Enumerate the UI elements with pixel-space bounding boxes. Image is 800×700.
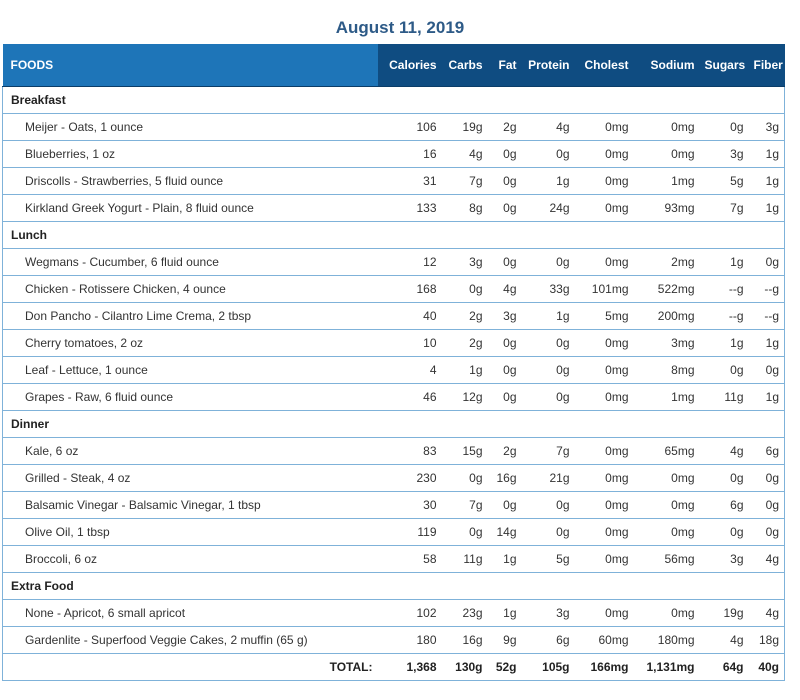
food-sodium: 180mg [634,627,700,654]
food-name: Meijer - Oats, 1 ounce [3,114,378,141]
food-name: Blueberries, 1 oz [3,141,378,168]
food-calories: 31 [378,168,442,195]
table-row [3,114,785,141]
food-sodium: 56mg [634,546,700,573]
food-cholest: 0mg [575,438,634,465]
food-carbs: 12g [442,384,488,411]
meal-row [3,87,785,114]
food-cholest: 0mg [575,600,634,627]
food-fat: 0g [488,195,522,222]
food-calories: 10 [378,330,442,357]
food-fiber: 18g [749,627,785,654]
food-calories: 12 [378,249,442,276]
header-foods: FOODS [3,44,378,87]
food-calories: 102 [378,600,442,627]
total-row [3,654,785,681]
food-calories: 30 [378,492,442,519]
food-fat: 0g [488,141,522,168]
food-fiber: 4g [749,600,785,627]
table-row [3,438,785,465]
food-diary-report [2,44,784,681]
food-protein: 6g [522,627,575,654]
food-carbs: 2g [442,303,488,330]
food-cholest: 0mg [575,519,634,546]
food-fiber: 1g [749,141,785,168]
food-sugars: 5g [700,168,749,195]
food-fiber: 0g [749,357,785,384]
table-row [3,546,785,573]
food-fiber: 1g [749,168,785,195]
food-sodium: 65mg [634,438,700,465]
meal-name: Breakfast [3,87,785,114]
header-fat: Fat [488,44,522,87]
food-calories: 230 [378,465,442,492]
food-cholest: 0mg [575,357,634,384]
total-sugars: 64g [700,654,749,681]
food-sodium: 0mg [634,492,700,519]
food-name: Chicken - Rotissere Chicken, 4 ounce [3,276,378,303]
food-sodium: 0mg [634,141,700,168]
header-calories: Calories [378,44,442,87]
food-cholest: 0mg [575,330,634,357]
food-sugars: 1g [700,330,749,357]
food-sugars: 4g [700,438,749,465]
food-sugars: 3g [700,546,749,573]
food-sugars: 6g [700,492,749,519]
food-name: Grapes - Raw, 6 fluid ounce [3,384,378,411]
total-calories: 1,368 [378,654,442,681]
food-fat: 0g [488,492,522,519]
food-calories: 46 [378,384,442,411]
meal-name: Extra Food [3,573,785,600]
food-cholest: 0mg [575,465,634,492]
table-row [3,492,785,519]
food-sugars: --g [700,303,749,330]
food-protein: 1g [522,168,575,195]
food-carbs: 0g [442,519,488,546]
food-fiber: 6g [749,438,785,465]
food-cholest: 0mg [575,384,634,411]
food-cholest: 0mg [575,114,634,141]
meal-row [3,573,785,600]
total-protein: 105g [522,654,575,681]
total-fiber: 40g [749,654,785,681]
food-fat: 0g [488,168,522,195]
food-cholest: 0mg [575,249,634,276]
food-calories: 133 [378,195,442,222]
food-carbs: 2g [442,330,488,357]
food-name: Grilled - Steak, 4 oz [3,465,378,492]
meal-row [3,222,785,249]
food-fiber: 0g [749,465,785,492]
food-calories: 83 [378,438,442,465]
food-fiber: 1g [749,330,785,357]
report-date: August 11, 2019 [335,18,465,37]
food-fiber: 0g [749,519,785,546]
table-row [3,384,785,411]
meal-name: Lunch [3,222,785,249]
food-sodium: 0mg [634,114,700,141]
header-sodium: Sodium [634,44,700,87]
food-protein: 7g [522,438,575,465]
food-protein: 24g [522,195,575,222]
food-calories: 106 [378,114,442,141]
food-fat: 14g [488,519,522,546]
meal-row [3,411,785,438]
food-calories: 168 [378,276,442,303]
food-name: Cherry tomatoes, 2 oz [3,330,378,357]
table-row [3,627,785,654]
food-carbs: 7g [442,492,488,519]
food-sodium: 1mg [634,168,700,195]
table-row [3,330,785,357]
food-protein: 0g [522,249,575,276]
food-fat: 0g [488,330,522,357]
food-protein: 1g [522,303,575,330]
food-sodium: 93mg [634,195,700,222]
food-fiber: 1g [749,195,785,222]
food-calories: 180 [378,627,442,654]
food-calories: 58 [378,546,442,573]
food-sodium: 522mg [634,276,700,303]
food-fiber: 1g [749,384,785,411]
food-name: Leaf - Lettuce, 1 ounce [3,357,378,384]
food-fiber: --g [749,303,785,330]
food-protein: 0g [522,492,575,519]
food-fat: 2g [488,114,522,141]
table-row [3,357,785,384]
food-protein: 33g [522,276,575,303]
total-label: TOTAL: [3,654,378,681]
food-protein: 0g [522,519,575,546]
food-carbs: 3g [442,249,488,276]
food-sugars: 19g [700,600,749,627]
food-calories: 16 [378,141,442,168]
food-protein: 3g [522,600,575,627]
table-row [3,276,785,303]
food-sodium: 3mg [634,330,700,357]
food-fat: 0g [488,357,522,384]
food-fat: 0g [488,384,522,411]
food-carbs: 8g [442,195,488,222]
food-carbs: 0g [442,465,488,492]
food-fiber: 0g [749,249,785,276]
total-carbs: 130g [442,654,488,681]
header-fiber: Fiber [749,44,785,87]
food-fiber: 3g [749,114,785,141]
food-sodium: 0mg [634,465,700,492]
food-sugars: 7g [700,195,749,222]
table-row [3,195,785,222]
food-name: Kirkland Greek Yogurt - Plain, 8 fluid ounce [3,195,378,222]
food-fat: 1g [488,600,522,627]
food-sugars: 0g [700,519,749,546]
food-calories: 119 [378,519,442,546]
food-sodium: 1mg [634,384,700,411]
food-carbs: 11g [442,546,488,573]
food-carbs: 23g [442,600,488,627]
food-name: Broccoli, 6 oz [3,546,378,573]
food-carbs: 0g [442,276,488,303]
food-protein: 0g [522,141,575,168]
food-name: Olive Oil, 1 tbsp [3,519,378,546]
food-sugars: 4g [700,627,749,654]
food-sodium: 8mg [634,357,700,384]
food-name: Kale, 6 oz [3,438,378,465]
food-fat: 2g [488,438,522,465]
table-row [3,303,785,330]
food-fat: 9g [488,627,522,654]
header-cholest: Cholest [575,44,634,87]
food-fiber: 0g [749,492,785,519]
food-cholest: 0mg [575,168,634,195]
food-sugars: 0g [700,357,749,384]
food-fat: 4g [488,276,522,303]
food-fat: 16g [488,465,522,492]
food-cholest: 0mg [575,546,634,573]
header-sugars: Sugars [700,44,749,87]
food-protein: 0g [522,330,575,357]
food-protein: 4g [522,114,575,141]
food-sugars: 11g [700,384,749,411]
food-fiber: --g [749,276,785,303]
food-sugars: 1g [700,249,749,276]
food-sodium: 200mg [634,303,700,330]
food-fat: 1g [488,546,522,573]
food-sugars: --g [700,276,749,303]
total-cholest: 166mg [575,654,634,681]
food-carbs: 16g [442,627,488,654]
total-sodium: 1,131mg [634,654,700,681]
nutrition-table [2,44,785,681]
food-sodium: 2mg [634,249,700,276]
food-name: None - Apricot, 6 small apricot [3,600,378,627]
header-carbs: Carbs [442,44,488,87]
food-cholest: 5mg [575,303,634,330]
table-row [3,141,785,168]
food-cholest: 0mg [575,141,634,168]
table-row [3,168,785,195]
food-fat: 0g [488,249,522,276]
food-name: Gardenlite - Superfood Veggie Cakes, 2 muffin (65 g) [3,627,378,654]
food-name: Wegmans - Cucumber, 6 fluid ounce [3,249,378,276]
header-protein: Protein [522,44,575,87]
food-cholest: 101mg [575,276,634,303]
table-row [3,519,785,546]
table-header-row [3,44,785,87]
total-fat: 52g [488,654,522,681]
food-name: Driscolls - Strawberries, 5 fluid ounce [3,168,378,195]
food-carbs: 7g [442,168,488,195]
food-protein: 5g [522,546,575,573]
table-row [3,600,785,627]
food-sugars: 3g [700,141,749,168]
food-fiber: 4g [749,546,785,573]
food-sugars: 0g [700,114,749,141]
food-sodium: 0mg [634,600,700,627]
food-name: Don Pancho - Cilantro Lime Crema, 2 tbsp [3,303,378,330]
food-cholest: 0mg [575,195,634,222]
food-carbs: 15g [442,438,488,465]
food-calories: 40 [378,303,442,330]
food-protein: 21g [522,465,575,492]
food-carbs: 4g [442,141,488,168]
food-protein: 0g [522,357,575,384]
food-cholest: 0mg [575,492,634,519]
food-protein: 0g [522,384,575,411]
food-carbs: 19g [442,114,488,141]
table-row [3,249,785,276]
table-body [3,87,785,681]
food-calories: 4 [378,357,442,384]
food-carbs: 1g [442,357,488,384]
food-name: Balsamic Vinegar - Balsamic Vinegar, 1 tbsp [3,492,378,519]
meal-name: Dinner [3,411,785,438]
food-sugars: 0g [700,465,749,492]
food-cholest: 60mg [575,627,634,654]
food-fat: 3g [488,303,522,330]
table-row [3,465,785,492]
food-sodium: 0mg [634,519,700,546]
